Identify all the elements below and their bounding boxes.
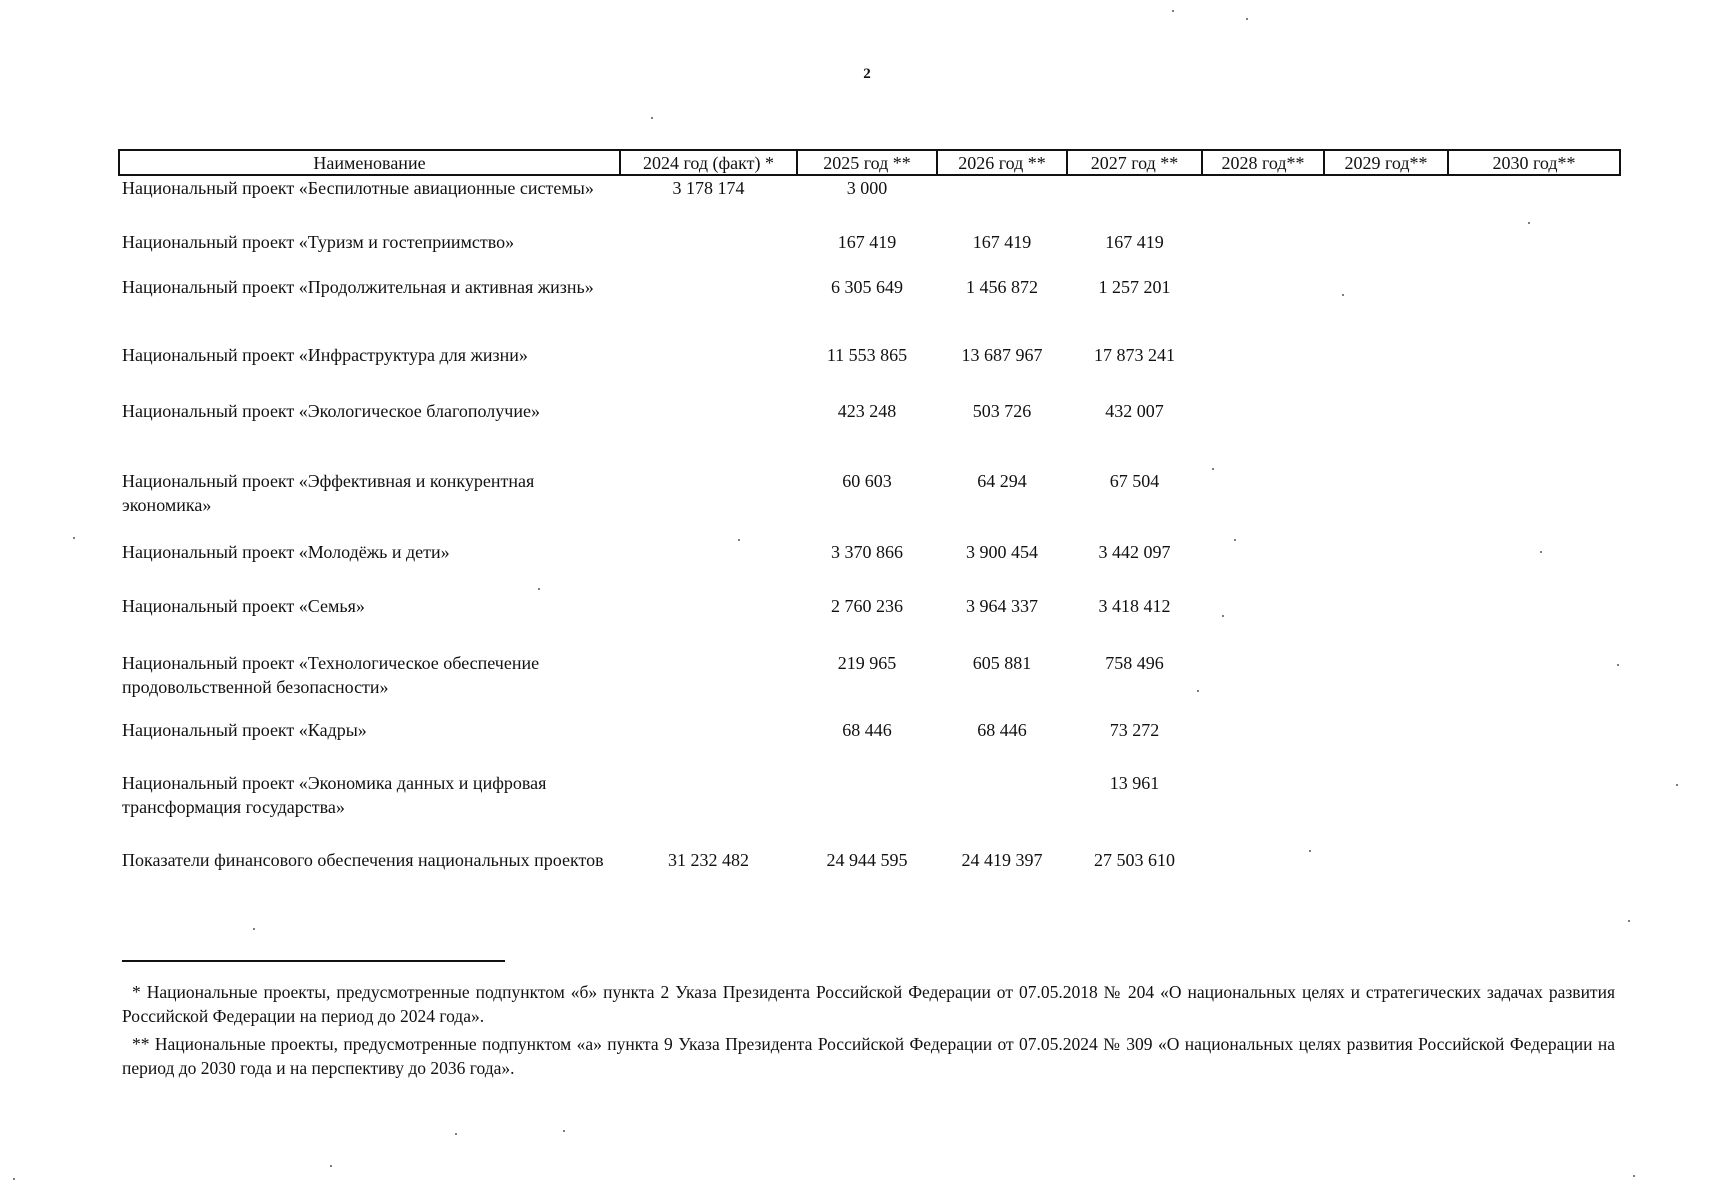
row-value-2028 <box>1202 651 1324 718</box>
row-value-2026: 3 900 454 <box>966 542 1038 562</box>
row-value-2024 <box>620 469 797 540</box>
row-value-2028 <box>1202 275 1324 343</box>
row-value-2028 <box>1202 540 1324 594</box>
row-name: Национальный проект «Беспилотные авиационные системы» <box>122 178 594 198</box>
row-value-2025: 68 446 <box>842 720 892 740</box>
scan-speck <box>1212 468 1214 470</box>
row-value-2027: 167 419 <box>1105 232 1164 252</box>
row-value-2027: 17 873 241 <box>1094 345 1175 365</box>
scan-speck <box>1628 920 1630 922</box>
scan-speck <box>738 539 740 541</box>
header-2025: 2025 год ** <box>797 150 937 175</box>
row-value-2025: 2 760 236 <box>831 596 903 616</box>
scan-speck <box>1617 664 1619 666</box>
scan-speck <box>455 1133 457 1135</box>
row-value-2024: 3 178 174 <box>672 178 745 198</box>
row-value-2030 <box>1448 651 1620 718</box>
row-value-2030 <box>1448 343 1620 399</box>
row-value-2026: 13 687 967 <box>961 345 1043 365</box>
scan-speck <box>253 928 255 930</box>
row-value-2024 <box>620 540 797 594</box>
footnotes <box>122 980 1615 1084</box>
header-2029: 2029 год** <box>1324 150 1448 175</box>
scan-speck <box>1676 784 1678 786</box>
row-name: Национальный проект «Продолжительная и активная жизнь» <box>122 277 594 297</box>
row-value-2025: 24 944 595 <box>826 850 908 870</box>
row-value-2029 <box>1324 175 1448 230</box>
row-value-2029 <box>1324 540 1448 594</box>
row-value-2028 <box>1202 399 1324 469</box>
table-header-row <box>119 150 1620 175</box>
footnote-divider <box>122 960 505 962</box>
table-row <box>119 275 1620 343</box>
row-name: Национальный проект «Экологическое благополучие» <box>122 401 540 421</box>
row-value-2029 <box>1324 230 1448 275</box>
scan-speck <box>651 117 653 119</box>
row-name: Национальный проект «Инфраструктура для жизни» <box>122 345 528 365</box>
row-value-2030 <box>1448 848 1620 918</box>
table-row <box>119 651 1620 718</box>
row-value-2027: 1 257 201 <box>1098 277 1171 297</box>
row-value-2029 <box>1324 848 1448 918</box>
row-name: Показатели финансового обеспечения национальных проектов <box>122 850 604 870</box>
table-row <box>119 594 1620 651</box>
row-value-2025: 3 000 <box>846 178 888 198</box>
row-name: Национальный проект «Эффективная и конкурентная экономика» <box>122 471 535 515</box>
row-value-2026: 605 881 <box>972 653 1032 673</box>
row-name: Национальный проект «Молодёжь и дети» <box>122 542 450 562</box>
scan-speck <box>1528 222 1530 224</box>
row-value-2024 <box>620 594 797 651</box>
scan-speck <box>1172 10 1174 12</box>
row-value-2025: 219 965 <box>837 653 897 673</box>
scan-speck <box>330 1165 332 1167</box>
row-value-2029 <box>1324 594 1448 651</box>
footnote-2: ** Национальные проекты, предусмотренные подпунктом «а» пункта 9 Указа Президента Российской Федерации от 07.05.2024 № 309 «О национальных целях развития Российской Федерации на период до 2030 года и на перспективу до 2036 года». <box>122 1034 1615 1078</box>
row-value-2028 <box>1202 343 1324 399</box>
row-value-2024 <box>620 275 797 343</box>
table-row <box>119 718 1620 771</box>
header-2027: 2027 год ** <box>1067 150 1202 175</box>
row-value-2028 <box>1202 469 1324 540</box>
table-row <box>119 175 1620 230</box>
row-value-2030 <box>1448 594 1620 651</box>
footnote-1: * Национальные проекты, предусмотренные подпунктом «б» пункта 2 Указа Президента Российской Федерации от 07.05.2018 № 204 «О национальных целях и стратегических задачах развития Российской Федерации на период до 2024 года». <box>122 982 1615 1026</box>
row-value-2029 <box>1324 771 1448 848</box>
row-value-2024 <box>620 230 797 275</box>
row-value-2030 <box>1448 540 1620 594</box>
row-value-2030 <box>1448 718 1620 771</box>
scan-speck <box>563 1130 565 1132</box>
row-value-2027: 27 503 610 <box>1094 850 1175 870</box>
row-value-2028 <box>1202 175 1324 230</box>
row-value-2026 <box>937 175 1067 230</box>
scan-speck <box>538 588 540 590</box>
scan-speck <box>1309 850 1311 852</box>
scan-speck <box>1540 551 1542 553</box>
row-name: Национальный проект «Кадры» <box>122 720 367 740</box>
row-value-2025: 167 419 <box>837 232 897 252</box>
row-value-2027: 13 961 <box>1109 773 1160 793</box>
row-value-2029 <box>1324 469 1448 540</box>
table-row <box>119 230 1620 275</box>
row-value-2024 <box>620 718 797 771</box>
header-2028: 2028 год** <box>1202 150 1324 175</box>
table-row <box>119 771 1620 848</box>
funding-table <box>118 149 1621 918</box>
row-name: Национальный проект «Туризм и гостеприимство» <box>122 232 515 252</box>
row-value-2030 <box>1448 469 1620 540</box>
table-row <box>119 399 1620 469</box>
table-row <box>119 848 1620 918</box>
scan-speck <box>1246 18 1248 20</box>
row-name: Национальный проект «Семья» <box>122 596 365 616</box>
row-value-2027: 3 418 412 <box>1098 596 1171 616</box>
row-value-2029 <box>1324 718 1448 771</box>
row-value-2026: 68 446 <box>977 720 1027 740</box>
row-value-2030 <box>1448 230 1620 275</box>
row-value-2026: 167 419 <box>972 232 1032 252</box>
row-value-2026: 24 419 397 <box>961 850 1043 870</box>
row-value-2027: 758 496 <box>1105 653 1164 673</box>
row-value-2029 <box>1324 399 1448 469</box>
scan-speck <box>73 537 75 539</box>
row-value-2025: 11 553 865 <box>826 345 908 365</box>
scan-speck <box>13 1178 15 1180</box>
row-value-2025: 423 248 <box>837 401 897 421</box>
row-value-2028 <box>1202 718 1324 771</box>
header-name: Наименование <box>119 150 620 175</box>
scan-speck <box>1222 615 1224 617</box>
row-value-2026: 64 294 <box>977 471 1027 491</box>
row-value-2030 <box>1448 771 1620 848</box>
row-value-2025: 3 370 866 <box>831 542 903 562</box>
row-name: Национальный проект «Технологическое обеспечение продовольственной безопасности» <box>122 653 540 697</box>
header-2026: 2026 год ** <box>937 150 1067 175</box>
page-number: 2 <box>863 66 871 82</box>
scan-speck <box>1197 690 1199 692</box>
row-value-2029 <box>1324 651 1448 718</box>
row-value-2027 <box>1067 175 1202 230</box>
table-row <box>119 469 1620 540</box>
row-value-2026: 3 964 337 <box>966 596 1038 616</box>
row-value-2028 <box>1202 594 1324 651</box>
row-value-2027: 73 272 <box>1109 720 1160 740</box>
header-2030: 2030 год** <box>1448 150 1620 175</box>
row-value-2024 <box>620 651 797 718</box>
row-value-2029 <box>1324 343 1448 399</box>
row-value-2026: 1 456 872 <box>966 277 1038 297</box>
row-name: Национальный проект «Экономика данных и цифровая трансформация государства» <box>122 773 547 817</box>
header-2024: 2024 год (факт) * <box>620 150 797 175</box>
table-row <box>119 540 1620 594</box>
row-value-2024 <box>620 771 797 848</box>
row-value-2024: 31 232 482 <box>668 850 749 870</box>
row-value-2024 <box>620 399 797 469</box>
row-value-2028 <box>1202 848 1324 918</box>
row-value-2030 <box>1448 275 1620 343</box>
row-value-2027: 3 442 097 <box>1098 542 1171 562</box>
row-value-2030 <box>1448 399 1620 469</box>
row-value-2025: 6 305 649 <box>831 277 903 297</box>
row-value-2026 <box>937 771 1067 848</box>
scan-speck <box>1633 1175 1635 1177</box>
row-value-2027: 67 504 <box>1109 471 1160 491</box>
row-value-2029 <box>1324 275 1448 343</box>
scan-speck <box>1234 539 1236 541</box>
row-value-2028 <box>1202 230 1324 275</box>
table-row <box>119 343 1620 399</box>
row-value-2025: 60 603 <box>842 471 892 491</box>
row-value-2027: 432 007 <box>1105 401 1164 421</box>
row-value-2028 <box>1202 771 1324 848</box>
row-value-2030 <box>1448 175 1620 230</box>
row-value-2026: 503 726 <box>972 401 1032 421</box>
row-value-2024 <box>620 343 797 399</box>
row-value-2025 <box>797 771 937 848</box>
scan-speck <box>1342 294 1344 296</box>
